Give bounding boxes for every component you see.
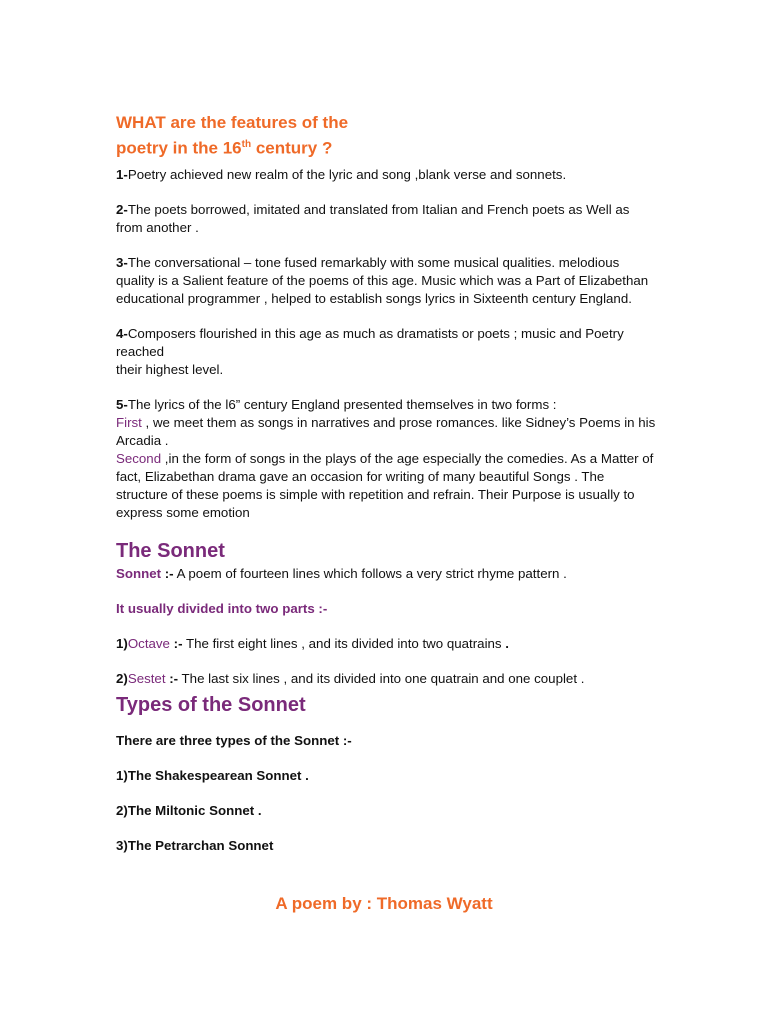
feature-number: 2- xyxy=(116,201,128,217)
sestet-item xyxy=(116,670,656,688)
sonnet-heading: The Sonnet xyxy=(116,539,225,562)
sestet-separator: :- xyxy=(165,670,179,686)
feature-text: The lyrics of the l6” century England presented themselves in two forms : xyxy=(127,396,557,412)
octave-item xyxy=(116,635,656,653)
octave-number: 1) xyxy=(116,635,128,651)
feature-4 xyxy=(116,325,656,379)
feature-number: 5- xyxy=(116,396,128,412)
first-text: , we meet them as songs in narratives and prose romances. like Sidney’s Poems in his Arcadia . xyxy=(116,414,656,448)
parts-heading: It usually divided into two parts :- xyxy=(116,600,328,616)
octave-end: . xyxy=(505,635,509,651)
sestet-text: The last six lines , and its divided into one quatrain and one couplet . xyxy=(178,670,585,686)
types-intro: There are three types of the Sonnet :- xyxy=(116,732,352,748)
title-line-2-end: century ? xyxy=(251,138,333,158)
feature-text: Poetry achieved new realm of the lyric and song ,blank verse and sonnets. xyxy=(127,166,567,182)
title-line-2 xyxy=(116,134,656,160)
title-superscript: th xyxy=(241,139,252,150)
types-heading: Types of the Sonnet xyxy=(116,693,306,716)
second-text: ,in the form of songs in the plays of the age especially the comedies. As a Matter of fact, Elizabethan drama gave an occasion for writing of many beautiful Songs . The structure of these poems is simple with repetition and refrain. Their Purpose is usually to express some emotion xyxy=(116,450,654,520)
octave-label: Octave xyxy=(127,635,170,651)
feature-number: 4- xyxy=(116,325,128,341)
type-item-2: 2)The Miltonic Sonnet . xyxy=(116,802,262,818)
feature-1 xyxy=(116,166,656,184)
sonnet-definition xyxy=(116,565,656,583)
document-body xyxy=(116,112,656,855)
octave-text: The first eight lines , and its divided into two quatrains xyxy=(182,635,506,651)
type-item-3: 3)The Petrarchan Sonnet xyxy=(116,837,274,853)
type-item-1: 1)The Shakespearean Sonnet . xyxy=(116,767,309,783)
title-line-2-text: poetry in the 16 xyxy=(116,138,242,158)
poem-attribution: A poem by : Thomas Wyatt xyxy=(275,894,493,913)
definition-text: A poem of fourteen lines which follows a very strict rhyme pattern . xyxy=(173,565,567,581)
feature-2 xyxy=(116,201,656,237)
sonnet-label: Sonnet xyxy=(116,565,162,581)
feature-text: Composers flourished in this age as much as dramatists or poets ; music and Poetry reached xyxy=(116,325,624,359)
feature-number: 1- xyxy=(116,166,128,182)
feature-5 xyxy=(116,396,656,522)
feature-text-continued: their highest level. xyxy=(116,361,224,377)
feature-text: The poets borrowed, imitated and translated from Italian and French poets as Well as from another . xyxy=(116,201,630,235)
sestet-label: Sestet xyxy=(127,670,166,686)
sestet-number: 2) xyxy=(116,670,128,686)
feature-number: 3- xyxy=(116,254,128,270)
title-line-1: WHAT are the features of the xyxy=(116,113,349,132)
feature-text: The conversational – tone fused remarkably with some musical qualities. melodious quality is a Salient feature of the poems of this age. Music which was a Part of Elizabethan educational programmer , helped to establish songs lyrics in Sixteenth century England. xyxy=(116,254,649,306)
octave-separator: :- xyxy=(169,635,183,651)
definition-separator: :- xyxy=(161,565,174,581)
feature-3 xyxy=(116,254,656,308)
first-label: First xyxy=(116,414,142,430)
second-label: Second xyxy=(116,450,162,466)
